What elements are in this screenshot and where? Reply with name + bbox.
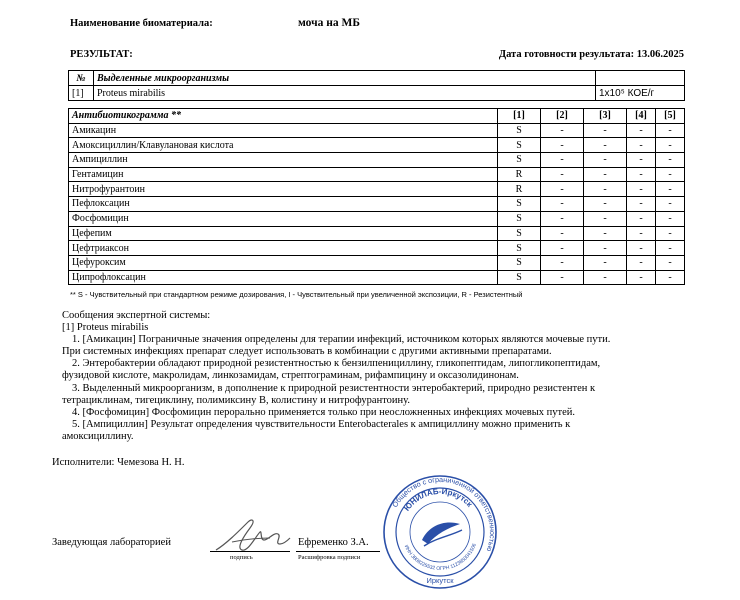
susceptibility-cell: S bbox=[498, 123, 541, 138]
antibiogram-footnote: ** S - Чувствительный при стандартном режиме дозирования, I - Чувствительный при увеличенной экспозиции, R - Резистентный bbox=[70, 290, 523, 299]
name-caption: Расшифровка подписи bbox=[298, 554, 361, 561]
expert-message: 2. Энтеробактерии обладают природной резистентностью к бензилпенициллину, гликопептидам, липогликопептидам, bbox=[72, 358, 601, 370]
susceptibility-cell: - bbox=[541, 182, 584, 197]
antibiotic-name: Цефтриаксон bbox=[69, 241, 498, 256]
susceptibility-cell: - bbox=[656, 167, 685, 182]
susceptibility-cell: - bbox=[584, 255, 627, 270]
expert-message: тетрациклинам, тигециклину, полимиксину В, колистину и нитрофурантоину. bbox=[62, 394, 410, 406]
susceptibility-cell: - bbox=[627, 138, 656, 153]
susceptibility-cell: S bbox=[498, 138, 541, 153]
susceptibility-cell: - bbox=[656, 211, 685, 226]
expert-message: 1. [Амикацин] Пограничные значения определены для терапии инфекций, источником которых являются мочевые пути. bbox=[72, 334, 611, 346]
susceptibility-cell: - bbox=[656, 197, 685, 212]
col-header-3: [3] bbox=[584, 109, 627, 124]
expert-message: При системных инфекциях препарат следует использовать в комбинации с другими активными препаратами. bbox=[62, 346, 552, 358]
susceptibility-cell: S bbox=[498, 241, 541, 256]
seal-registry: ИНН 3808225532 ОГРН 1123850041506 bbox=[402, 542, 478, 572]
antibiotic-name: Ципрофлоксацин bbox=[69, 270, 498, 285]
result-title: РЕЗУЛЬТАТ: bbox=[70, 49, 133, 60]
susceptibility-cell: - bbox=[541, 197, 584, 212]
antibiogram-body bbox=[69, 123, 685, 285]
susceptibility-cell: - bbox=[656, 255, 685, 270]
handwritten-signature bbox=[212, 514, 292, 556]
susceptibility-cell: - bbox=[656, 138, 685, 153]
col-header-4: [4] bbox=[627, 109, 656, 124]
susceptibility-cell: - bbox=[584, 197, 627, 212]
susceptibility-cell: - bbox=[627, 153, 656, 168]
susceptibility-cell: S bbox=[498, 255, 541, 270]
antibiogram-header-row bbox=[69, 109, 685, 124]
susceptibility-cell: - bbox=[627, 123, 656, 138]
microorganisms-table bbox=[68, 70, 685, 101]
susceptibility-cell: - bbox=[627, 182, 656, 197]
susceptibility-cell: - bbox=[627, 270, 656, 285]
seal-org-name: ЮНИЛАБ-Иркутск bbox=[402, 486, 475, 513]
susceptibility-cell: - bbox=[656, 270, 685, 285]
executors: Исполнители: Чемезова Н. Н. bbox=[52, 457, 185, 468]
antibiogram-row bbox=[69, 211, 685, 226]
susceptibility-cell: - bbox=[541, 153, 584, 168]
susceptibility-cell: - bbox=[627, 167, 656, 182]
microorganism-num: [1] bbox=[69, 86, 94, 101]
susceptibility-cell: S bbox=[498, 211, 541, 226]
head-of-lab-name: Ефременко З.А. bbox=[298, 537, 369, 548]
susceptibility-cell: - bbox=[541, 270, 584, 285]
expert-message: фузидовой кислоте, макролидам, линкозамидам, стрептограминам, рифампицину и оксазолидинонам. bbox=[62, 370, 519, 382]
antibiogram-row bbox=[69, 153, 685, 168]
expert-message: 3. Выделенный микроорганизм, в дополнение к природной резистентности энтеробактерий, природно резистентен к bbox=[72, 382, 596, 394]
ready-date: Дата готовности результата: 13.06.2025 bbox=[498, 49, 684, 60]
susceptibility-cell: - bbox=[541, 226, 584, 241]
susceptibility-cell: - bbox=[656, 241, 685, 256]
col-name-header: Выделенные микроорганизмы bbox=[94, 71, 596, 86]
organization-seal bbox=[382, 474, 498, 590]
susceptibility-cell: - bbox=[584, 167, 627, 182]
susceptibility-cell: - bbox=[541, 123, 584, 138]
biomaterial-value: моча на МБ bbox=[298, 17, 360, 29]
antibiotic-name: Амоксициллин/Клавулановая кислота bbox=[69, 138, 498, 153]
antibiotic-name: Цефуроксим bbox=[69, 255, 498, 270]
antibiotic-name: Пефлоксацин bbox=[69, 197, 498, 212]
susceptibility-cell: - bbox=[627, 226, 656, 241]
antibiotic-name: Фосфомицин bbox=[69, 211, 498, 226]
microorganism-row bbox=[69, 86, 685, 101]
susceptibility-cell: - bbox=[584, 226, 627, 241]
antibiogram-title: Антибиотикограмма ** bbox=[69, 109, 498, 124]
col-header-5: [5] bbox=[656, 109, 685, 124]
antibiogram-row bbox=[69, 226, 685, 241]
antibiogram-row bbox=[69, 167, 685, 182]
susceptibility-cell: - bbox=[627, 241, 656, 256]
susceptibility-cell: - bbox=[584, 153, 627, 168]
antibiotic-name: Цефепим bbox=[69, 226, 498, 241]
susceptibility-cell: S bbox=[498, 226, 541, 241]
susceptibility-cell: R bbox=[498, 167, 541, 182]
microorganism-count: 1x10⁵ КОЕ/г bbox=[596, 86, 685, 101]
seal-city: Иркутск bbox=[426, 576, 454, 585]
susceptibility-cell: - bbox=[584, 138, 627, 153]
expert-message: амоксициллину. bbox=[62, 430, 134, 442]
susceptibility-cell: - bbox=[584, 182, 627, 197]
expert-message: 4. [Фосфомицин] Фосфомицин перорально применяется только при неосложненных инфекциях мочевых путей. bbox=[72, 406, 576, 418]
susceptibility-cell: - bbox=[627, 197, 656, 212]
expert-message: 5. [Ампициллин] Результат определения чувствительности Enterobacterales к ампициллину можно применить к bbox=[72, 418, 571, 430]
susceptibility-cell: - bbox=[656, 153, 685, 168]
susceptibility-cell: - bbox=[584, 270, 627, 285]
susceptibility-cell: - bbox=[541, 255, 584, 270]
expert-organism: [1] Proteus mirabilis bbox=[62, 322, 149, 334]
antibiogram-row bbox=[69, 197, 685, 212]
susceptibility-cell: S bbox=[498, 270, 541, 285]
susceptibility-cell: S bbox=[498, 153, 541, 168]
seal-emblem-icon bbox=[422, 523, 462, 546]
antibiogram-row bbox=[69, 123, 685, 138]
susceptibility-cell: S bbox=[498, 197, 541, 212]
antibiogram-row bbox=[69, 255, 685, 270]
antibiogram-row bbox=[69, 241, 685, 256]
expert-title: Сообщения экспертной системы: bbox=[62, 310, 211, 321]
susceptibility-cell: - bbox=[541, 167, 584, 182]
name-line bbox=[296, 551, 380, 552]
signature-line bbox=[210, 551, 290, 552]
susceptibility-cell: - bbox=[656, 182, 685, 197]
head-of-lab-label: Заведующая лабораторией bbox=[52, 537, 171, 548]
biomaterial-label: Наименование биоматериала: bbox=[70, 18, 213, 29]
antibiotic-name: Гентамицин bbox=[69, 167, 498, 182]
microorganism-name: Proteus mirabilis bbox=[94, 86, 596, 101]
signature-caption: подпись bbox=[230, 554, 253, 561]
col-num-header: № bbox=[69, 71, 94, 86]
susceptibility-cell: - bbox=[627, 255, 656, 270]
susceptibility-cell: - bbox=[541, 211, 584, 226]
antibiotic-name: Амикацин bbox=[69, 123, 498, 138]
microorganisms-header-row bbox=[69, 71, 685, 86]
susceptibility-cell: - bbox=[584, 241, 627, 256]
antibiotic-name: Нитрофурантоин bbox=[69, 182, 498, 197]
susceptibility-cell: - bbox=[584, 211, 627, 226]
susceptibility-cell: - bbox=[584, 123, 627, 138]
col-header-2: [2] bbox=[541, 109, 584, 124]
susceptibility-cell: - bbox=[541, 138, 584, 153]
col-count-header bbox=[596, 71, 685, 86]
antibiogram-row bbox=[69, 270, 685, 285]
antibiotic-name: Ампициллин bbox=[69, 153, 498, 168]
susceptibility-cell: - bbox=[656, 226, 685, 241]
susceptibility-cell: - bbox=[656, 123, 685, 138]
antibiogram-row bbox=[69, 138, 685, 153]
susceptibility-cell: - bbox=[541, 241, 584, 256]
susceptibility-cell: - bbox=[627, 211, 656, 226]
seal-outer-text: Общество с ограниченной ответственностью bbox=[390, 474, 498, 553]
antibiogram-table bbox=[68, 108, 685, 285]
antibiogram-row bbox=[69, 182, 685, 197]
susceptibility-cell: R bbox=[498, 182, 541, 197]
col-header-1: [1] bbox=[498, 109, 541, 124]
expert-messages bbox=[62, 310, 682, 443]
